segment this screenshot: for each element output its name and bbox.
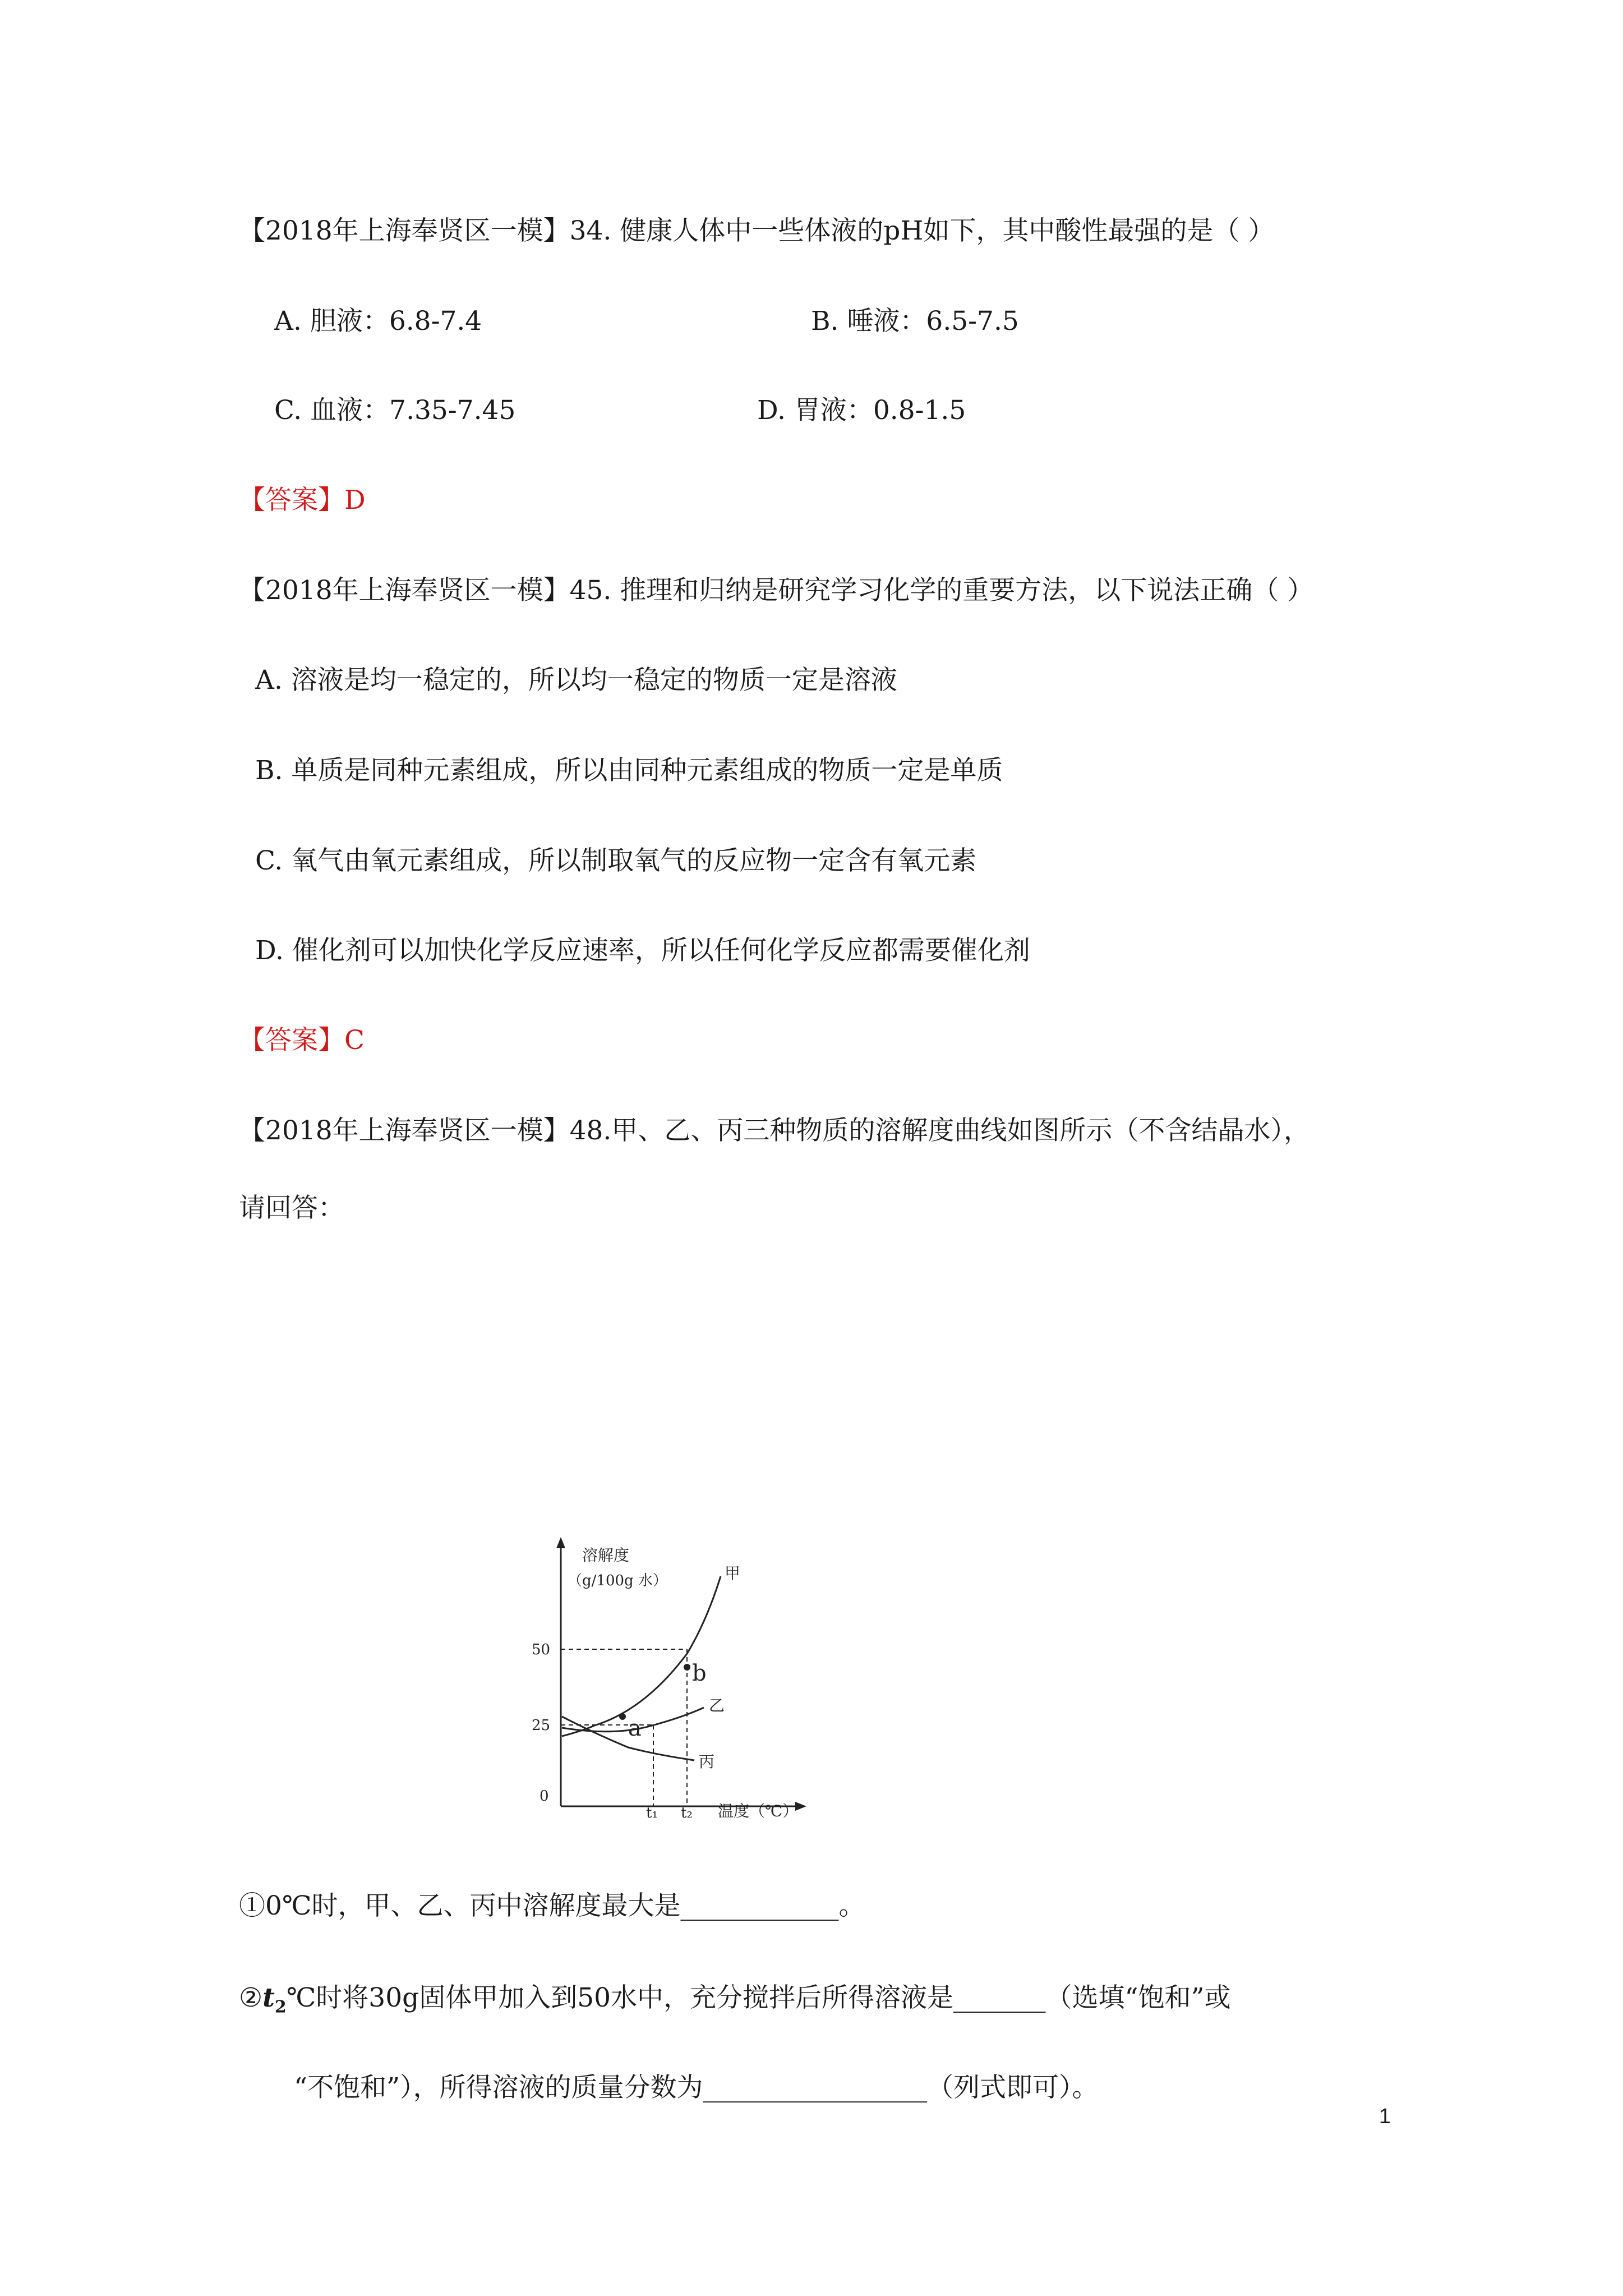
y-tick-50: 50 [532, 1641, 551, 1658]
y-tick-0: 0 [540, 1788, 549, 1805]
q34-answer [239, 484, 366, 517]
q48-stem-line2: 请回答： [239, 1193, 344, 1223]
x-tick-t2: t₂ [681, 1805, 693, 1821]
x-tick-t1: t₁ [646, 1805, 658, 1821]
q45-option-d: D. 催化剂可以加快化学反应速率，所以任何化学反应都需要催化剂 [255, 935, 1030, 966]
q48-stem-text: 48.甲、乙、丙三种物质的溶解度曲线如图所示（不含结晶水）， [569, 1115, 1310, 1146]
q45-option-c: C. 氧气由氧元素组成，所以制取氧气的反应物一定含有氧元素 [255, 845, 977, 876]
q45-stem [239, 574, 1313, 608]
q48-stem [239, 1114, 1310, 1148]
answer-label: 【答案】 [239, 1025, 344, 1056]
q48-sub3: “不饱和”），所得溶液的质量分数为_________________（列式即可）。 [294, 2072, 1099, 2103]
answer-value: C [344, 1025, 365, 1056]
curve-jia [562, 1576, 721, 1736]
q45-answer [239, 1024, 365, 1057]
sub2-circle-number: ② [239, 1982, 263, 2013]
answer-value: D [344, 485, 366, 516]
y-tick-25: 25 [532, 1717, 551, 1734]
y-axis-label-line1: 溶解度 [582, 1546, 630, 1565]
q34-option-b: B. 唾液：6.5-7.5 [811, 306, 1019, 337]
q45-option-b: B. 单质是同种元素组成，所以由同种元素组成的物质一定是单质 [255, 755, 1003, 786]
solubility-chart [516, 1531, 830, 1823]
point-a-label: a [628, 1715, 642, 1741]
x-axis-label: 温度（℃） [718, 1802, 799, 1820]
q34-option-c: C. 血液：7.35-7.45 [274, 395, 516, 426]
point-b-label: b [692, 1660, 707, 1686]
answer-label: 【答案】 [239, 485, 344, 516]
series-label-jia: 甲 [725, 1564, 741, 1582]
q34-option-d: D. 胃液：0.8-1.5 [757, 395, 966, 426]
y-axis-label-line2: （g/100g 水） [568, 1572, 667, 1589]
q48-source: 【2018年上海奉贤区一模】 [239, 1115, 570, 1146]
t2-symbol: $t_2$ [262, 1982, 287, 2017]
sub2-text: ℃时将30g固体甲加入到50水中，充分搅拌后所得溶液是_______（选填“饱和”或 [286, 1982, 1231, 2013]
q45-source: 【2018年上海奉贤区一模】 [239, 575, 570, 606]
q45-stem-text: 45. 推理和归纳是研究学习化学的重要方法，以下说法正确（ ） [569, 575, 1314, 606]
q45-option-a: A. 溶液是均一稳定的，所以均一稳定的物质一定是溶液 [255, 665, 897, 696]
q34-source: 【2018年上海奉贤区一模】 [239, 215, 570, 246]
series-label-yi: 乙 [709, 1696, 725, 1715]
point-b-marker [684, 1664, 690, 1671]
q34-stem-text: 34. 健康人体中一些体液的pH如下，其中酸性最强的是（ ） [569, 215, 1275, 246]
page-number: 1 [1378, 2105, 1391, 2128]
q48-sub1: ①0℃时，甲、乙、丙中溶解度最大是____________。 [239, 1890, 865, 1921]
q34-stem [239, 214, 1274, 248]
series-label-bing: 丙 [699, 1752, 715, 1771]
q48-sub2 [239, 1981, 1231, 2024]
point-a-marker [619, 1713, 626, 1720]
q34-option-a: A. 胆液：6.8-7.4 [274, 306, 482, 337]
y-axis-arrow [556, 1537, 565, 1548]
